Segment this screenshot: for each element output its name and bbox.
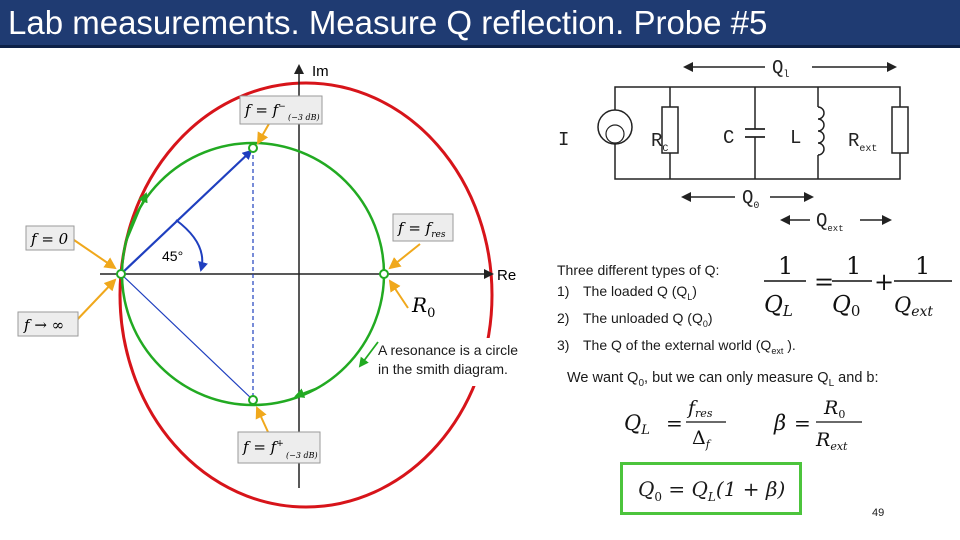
- blue-line-down: [121, 274, 253, 400]
- current-source: [598, 110, 632, 144]
- ql-label: $Q_l$: [772, 57, 790, 81]
- title-bar: [0, 0, 960, 48]
- r0-label: $R_0$: [412, 293, 436, 321]
- label-box-f-res: [393, 214, 453, 241]
- q0-formula: $Q_0 = Q_L(1 + \beta)$: [638, 477, 786, 504]
- svg-text:QL: QL: [764, 292, 793, 320]
- blue-vector-up: [121, 151, 251, 274]
- orange-arrow-f-minus: [258, 122, 270, 143]
- q0-label: $Q_0$: [742, 187, 760, 212]
- svg-text:+: +: [874, 268, 895, 296]
- qext-label: $Q_{ext}$: [816, 210, 844, 234]
- circuit-diagram: [550, 52, 950, 252]
- axis-label-re: Re: [497, 267, 517, 284]
- smith-diagram: [0, 48, 560, 540]
- orange-arrow-f-res: [390, 244, 420, 268]
- q-type-item-3: 3) The Q of the external world ($Q_{ext}$ ).: [557, 336, 796, 356]
- svg-text:f = f+(−3 dB): f = f+(−3 dB): [243, 438, 318, 460]
- svg-text:fres: fres: [688, 397, 713, 420]
- svg-text:=: =: [666, 411, 683, 435]
- svg-text:R0: $R_0$: [824, 397, 846, 421]
- q-type-item-2: 2) The unloaded Q $(Q_0)$: [557, 309, 713, 329]
- orange-arrow-f-inf: [74, 280, 115, 323]
- rc-label: $R_C$: [651, 130, 669, 155]
- svg-text:f = 0: f = 0: [31, 230, 69, 248]
- caption-line-1: A resonance is a circle: [378, 342, 519, 358]
- label-box-f-plus: [238, 432, 320, 463]
- source-label: I: [558, 129, 570, 151]
- svg-text:f = f−(−3 dB): f = f−(−3 dB): [245, 101, 320, 122]
- formula-beta: [772, 394, 882, 454]
- svg-text:1: 1: [915, 252, 931, 280]
- point-f-res: [380, 270, 388, 278]
- svg-text:Rext: $R_{ext}$: [816, 429, 848, 453]
- point-f-plus: [249, 396, 257, 404]
- orange-arrow-f-plus: [257, 408, 268, 432]
- page-number: 49: [872, 507, 885, 519]
- svg-text:=: =: [794, 411, 811, 435]
- svg-text:Δf: $\Delta_f$: [692, 427, 710, 451]
- svg-text:Q0: Q0: [832, 292, 861, 320]
- green-direction-arrow-left: [126, 194, 146, 242]
- caption-line-2: in the smith diagram.: [378, 361, 508, 377]
- point-f-zero: [117, 270, 125, 278]
- point-f-minus: [249, 144, 257, 152]
- orange-arrow-r0: [390, 281, 408, 308]
- svg-text:QL: QL: [624, 411, 650, 438]
- svg-text:1: 1: [778, 252, 794, 280]
- l-label: L: [790, 127, 802, 149]
- label-box-f-infinity: [18, 312, 78, 336]
- orange-arrow-f-zero: [74, 240, 115, 268]
- label-box-f-minus: [240, 96, 322, 124]
- c-label: C: [723, 127, 735, 149]
- rext-label: $R_{ext}$: [848, 130, 878, 155]
- svg-text:=: =: [814, 268, 835, 296]
- label-box-f-zero: [26, 226, 74, 250]
- formula-q-sum: [760, 244, 960, 324]
- angle-label: 45°: [162, 248, 184, 264]
- axis-label-im: Im: [312, 63, 329, 80]
- svg-text:Qext: Qext: [894, 293, 934, 320]
- inductor-l: [818, 107, 824, 155]
- formula-ql: [622, 394, 742, 454]
- svg-text:1: 1: [846, 252, 862, 280]
- caption-text: [378, 341, 548, 379]
- q-types-intro: Three different types of Q:: [557, 262, 720, 278]
- svg-text:f = fres: $f = f_{res}$: [398, 219, 446, 240]
- q-type-item-1: 1) The loaded Q $(Q_L)$: [557, 283, 697, 302]
- resistor-rext: [892, 107, 908, 153]
- svg-text:β: β: [774, 411, 787, 435]
- slide-title: Lab measurements. Measure Q reflection. Probe #5: [8, 4, 768, 41]
- svg-text:f → ∞: f → ∞: [24, 316, 65, 334]
- want-text: We want $Q_0$, but we can only measure $Q_L$ and b:: [567, 370, 879, 389]
